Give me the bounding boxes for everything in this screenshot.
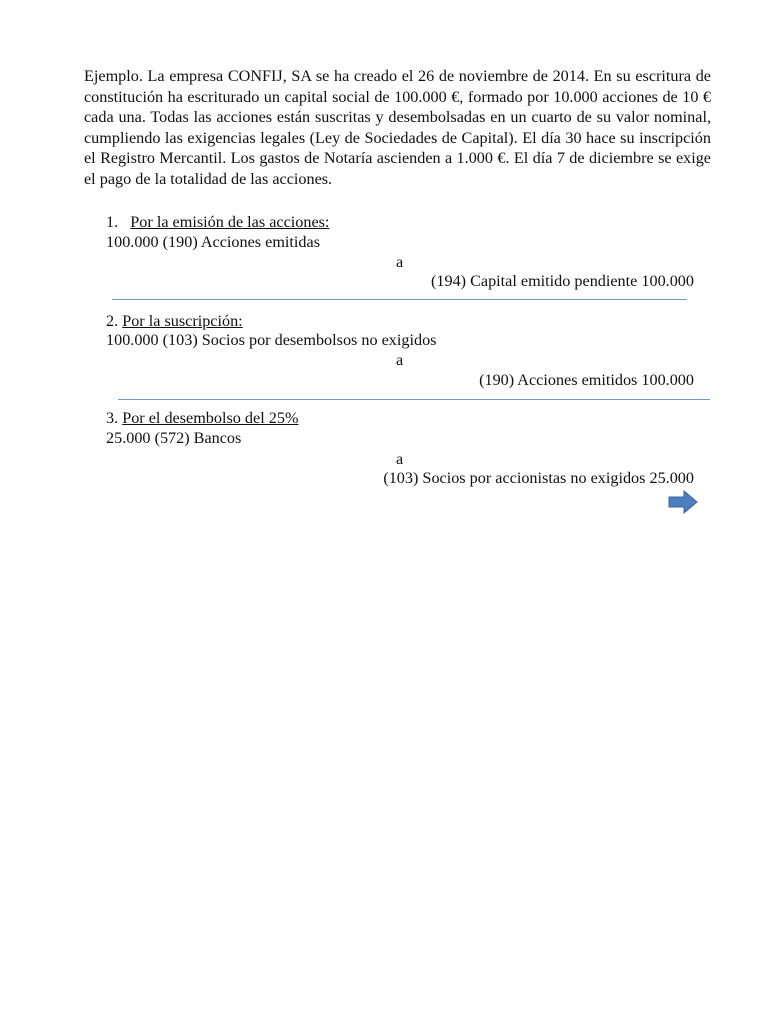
entry-1-heading-line: [106, 212, 329, 232]
intro-paragraph: Ejemplo. La empresa CONFIJ, SA se ha creado el 26 de noviembre de 2014. En su escritura de constitución ha escriturado un capital social de 100.000 €, formado por 10.000 acciones de 10 € cada una. Todas las acciones están suscritas y desembolsadas en un cuarto de su valor nominal, cumpliendo las exigencias legales (Ley de Sociedades de Capital). El día 30 hace su inscripción el Registro Mercantil. Los gastos de Notaría ascienden a 1.000 €. El día 7 de diciembre se exige el pago de la totalidad de las acciones.: [84, 67, 711, 188]
entry-3-heading-line: [106, 408, 298, 428]
entry-2-heading-line: [106, 311, 243, 331]
entry-2-divider: [118, 399, 710, 400]
entry-3-connector: a: [396, 450, 404, 468]
entry-1-number: 1.: [106, 213, 119, 231]
entry-3-debit: 25.000 (572) Bancos: [106, 429, 242, 447]
entry-1-debit: 100.000 (190) Acciones emitidas: [106, 233, 320, 251]
entry-2-heading: Por la suscripción:: [122, 312, 243, 330]
entry-2-debit: 100.000 (103) Socios por desembolsos no exigidos: [106, 331, 437, 349]
entry-2-number: 2.: [106, 312, 119, 330]
entry-3-number: 3.: [106, 409, 119, 427]
entry-1-divider: [112, 299, 687, 300]
entry-3-credit: (103) Socios por accionistas no exigidos 25.000: [383, 469, 694, 487]
entry-1-connector: a: [396, 253, 404, 271]
entry-2-credit: (190) Acciones emitidos 100.000: [479, 371, 694, 389]
entry-2-connector: a: [396, 351, 404, 369]
entry-1-heading: Por la emisión de las acciones:: [130, 213, 330, 231]
right-arrow-icon[interactable]: [668, 490, 698, 514]
entry-1-credit: (194) Capital emitido pendiente 100.000: [431, 272, 694, 290]
entry-3-heading: Por el desembolso del 25%: [122, 409, 299, 427]
